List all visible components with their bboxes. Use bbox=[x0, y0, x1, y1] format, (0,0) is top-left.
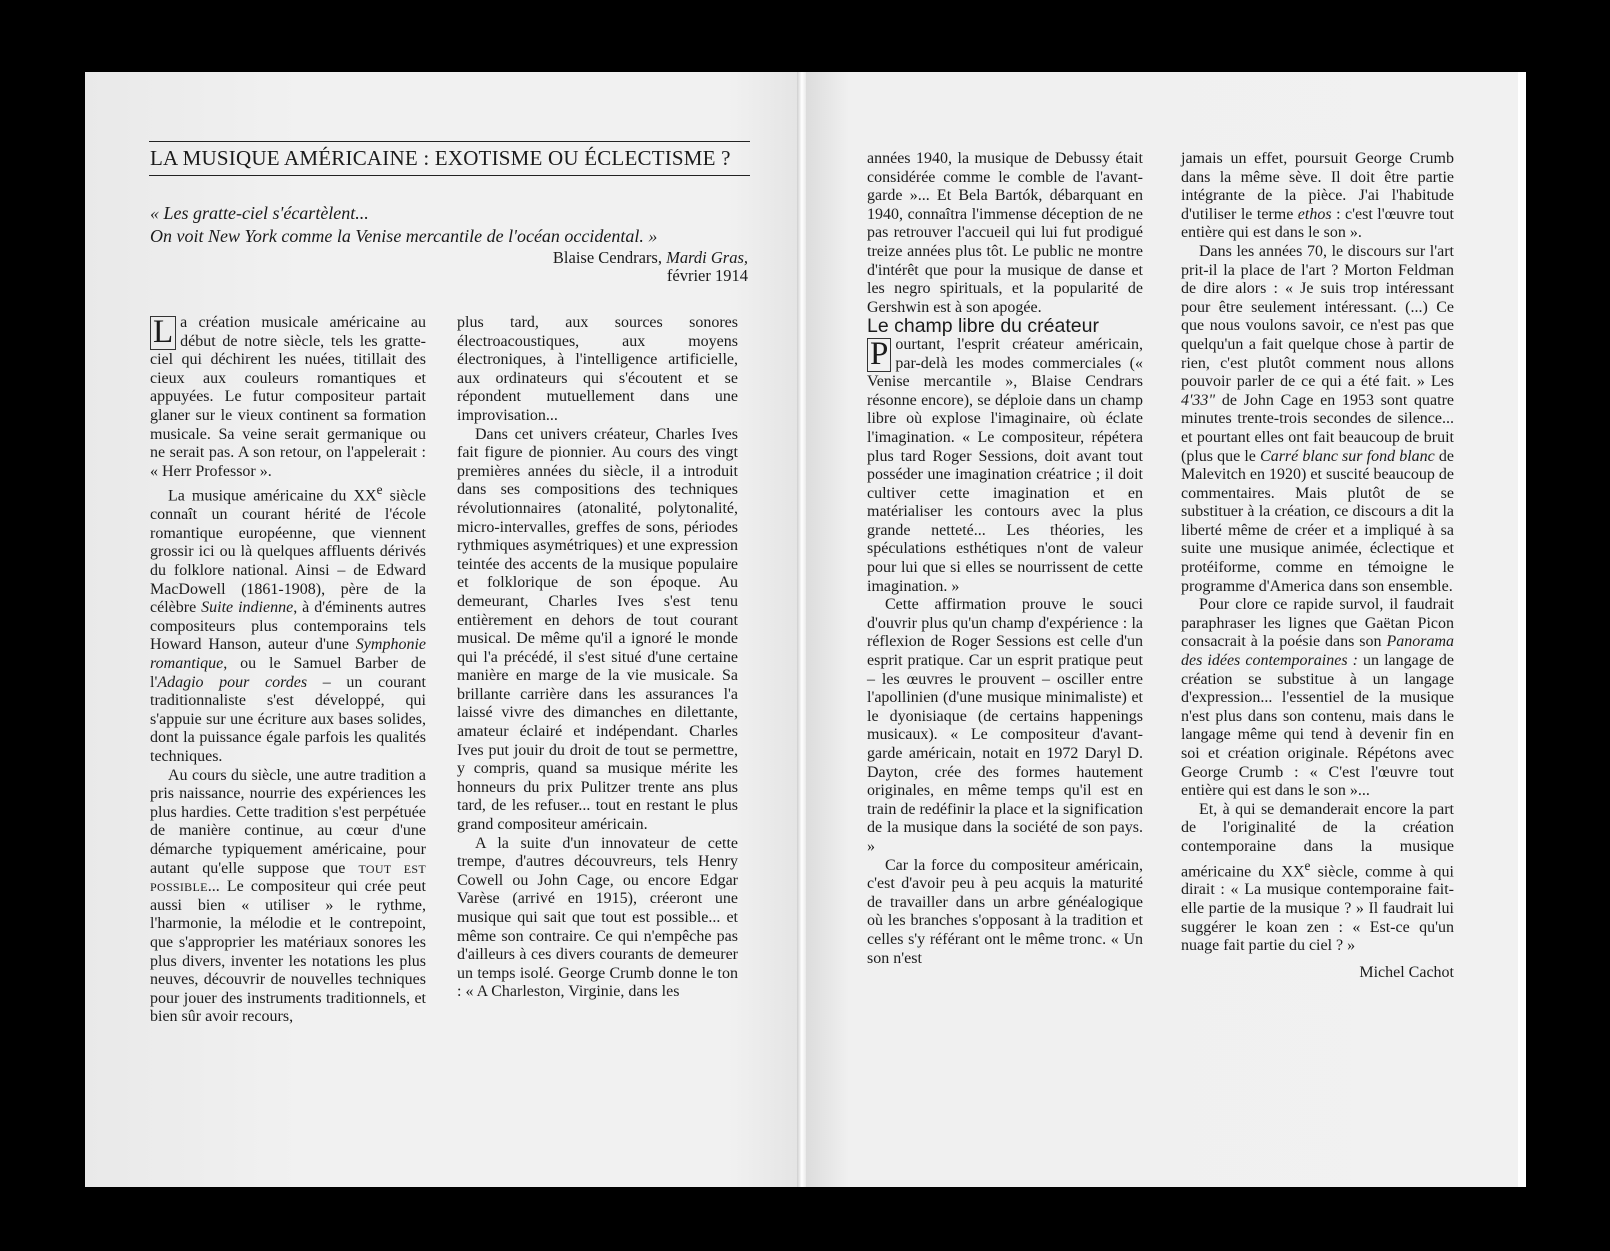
column-1 bbox=[150, 314, 426, 1027]
superscript: e bbox=[1304, 857, 1311, 873]
epigraph-line-2: On voit New York comme la Venise mercantile de l'océan occidental. » bbox=[150, 226, 658, 246]
epigraph-line-1: « Les gratte-ciel s'écartèlent... bbox=[150, 203, 369, 223]
paragraph-text: siècle connaît un courant hérité de l'école romantique européenne, que viennent grossir ici ou là quelques affluents dérivés du folklore national. Ainsi – de Edward MacDowell (1861-1908), père de la célèbre bbox=[150, 487, 427, 617]
paragraph-text: de John Cage en 1953 sont quatre minutes trente-trois secondes de silence... et pourtant elles ont fait beaucoup de bruit (plus que le bbox=[1181, 391, 1454, 465]
column-4 bbox=[1181, 150, 1454, 982]
paragraph bbox=[1181, 150, 1454, 243]
paragraph: plus tard, aux sources sonores électroacoustiques, aux moyens électroniques, à l'intelligence artificielle, aux ordinateurs qui s'écoutent et se répondent mutuellement dans une improvisation... bbox=[457, 314, 738, 424]
paragraph-text: de Malevitch en 1920) et suscité beaucoup de commentaires. Mais plutôt de se substituer à la création, ce discours a dit la liberté même de créer et a impliqué à sa suite une musique animée, éclectique et protéiforme, comme en témoigne le programme d'America dans son ensemble. bbox=[1181, 447, 1454, 595]
paragraph-text: un langage de création se substitue à un langage d'expression... l'essentiel de la musique n'est plus dans son contenu, mais dans le langage même qui tend à devenir fin en soi et création originale. Répétons avec George Crumb : « C'est l'œuvre tout entière qui est dans le son »... bbox=[1181, 652, 1454, 800]
small-caps-text: TOUT EST POSSIBLE bbox=[150, 861, 427, 895]
superscript: e bbox=[376, 482, 383, 498]
paragraph-text: jamais un effet, poursuit George Crumb dans la même sève. Il doit être partie intégrante de la pièce. J'ai l'habitude d'utiliser le terme bbox=[1181, 150, 1454, 223]
column-3 bbox=[867, 150, 1143, 968]
title-rule-bottom bbox=[149, 175, 750, 176]
paragraph-text: La musique américaine du XX bbox=[168, 487, 377, 505]
left-page bbox=[85, 72, 800, 1187]
paragraph-text: Au cours du siècle, une autre tradition a pris naissance, nourrie des expériences les plus hardies. Cette tradition s'est perpétuée de manière continue, au cœur d'une démarche typiquement américaine, pour autant qu'elle suppose que bbox=[150, 766, 426, 877]
column-2 bbox=[457, 314, 738, 1002]
paragraph bbox=[867, 336, 1143, 596]
paragraph bbox=[1181, 243, 1454, 596]
work-title: Panorama des idées contemporaines : bbox=[1181, 633, 1454, 670]
paragraph-text: Pour clore ce rapide survol, il faudrait paraphraser les lignes que Gaëtan Picon consacrait à la poésie dans son bbox=[1181, 596, 1454, 651]
drop-cap: P bbox=[867, 338, 891, 372]
paragraph bbox=[150, 481, 426, 766]
epigraph-source bbox=[553, 248, 748, 268]
paragraph-text: siècle, comme à qui dirait : « La musique contemporaine fait-elle partie de la musique ? » Il faudrait lui suggérer le koan zen : « Est-ce qu'un nuage fait partie du ciel ? » bbox=[1181, 862, 1455, 955]
paragraph-text: , à d'éminents autres compositeurs plus contemporains tels Howard Hanson, auteur d'une bbox=[150, 599, 426, 654]
article-title: LA MUSIQUE AMÉRICAINE : EXOTISME OU ÉCLECTISME ? bbox=[150, 146, 731, 170]
drop-cap: L bbox=[150, 316, 176, 350]
paragraph: A la suite d'un innovateur de cette trempe, d'autres découvreurs, tels Henry Cowell ou John Cage, ou encore Edgar Varèse (arrivé en 1915), créeront une musique qui sait que tout est possible... et même son contraire. Ce qui n'empêche pas d'ailleurs à ces divers courants de demeurer un temps isolé. George Crumb donne le ton : « A Charleston, Virginie, dans les bbox=[457, 834, 738, 1001]
author-signature: Michel Cachot bbox=[1359, 963, 1454, 981]
section-heading: Le champ libre du créateur bbox=[867, 315, 1099, 338]
paragraph: Dans cet univers créateur, Charles Ives fait figure de pionnier. Au cours des vingt premières années du siècle, il a introduit dans ses compositions des techniques révolutionnaires (atonalité, polytonalité, micro-intervalles, greffes de sons, périodes rythmiques asymétriques) et une expression teintée des accents de la musique populaire et folklorique de son époque. Au demeurant, Charles Ives s'est tenu entièrement en dehors de tout courant musical. De même qu'il a ignoré le monde qui l'a précédé, il s'est situé d'une certaine manière en marge de la vie musicale. Sa brillante carrière dans les assurances l'a laissé vivre des dimanches en dilettante, amateur éclairé et indépendant. Charles Ives put jouir du droit de tout se permettre, y compris, quand sa musique mérite les honneurs du prix Pulitzer trente ans plus tard, de les refuser... tout en restant le plus grand compositeur américain. bbox=[457, 425, 738, 834]
paragraph-text: , ou le Samuel Barber de l' bbox=[150, 655, 426, 691]
work-title: Carré blanc sur fond blanc bbox=[1260, 447, 1435, 465]
paragraph bbox=[1181, 801, 1454, 956]
paragraph-text: ourtant, l'esprit créateur américain, par-delà les modes commerciales (« Venise mercantile », Blaise Cendrars résonne encore), se déploie dans un champ libre où explose l'imaginaire, où éclate l'imagination. « Le compositeur, répétera plus tard Roger Sessions, doit avant tout posséder une imagination créatrice ; il doit cultiver cette imagination et en matérialiser les contours avec la plus grande netteté... Les théories, les spéculations esthétiques n'ont de valeur pour lui que si elles se nourrissent de cette imagination. » bbox=[867, 335, 1143, 595]
paragraph: Cette affirmation prouve le souci d'ouvrir plus qu'un champ d'expérience : la réflexion de Roger Sessions est celle d'un esprit pratique. Car un esprit pratique peut – les œuvres le prouvent – osciller entre l'apollinien (d'une musique minimaliste) et le dyonisiaque (de certains happenings musicaux). « Le compositeur d'avant-garde américain, notait en 1972 Daryl D. Dayton, crée des formes hautement originales, en même temps qu'il est en train de redéfinir la place et la signification de la musique dans la société de son pays. » bbox=[867, 596, 1143, 855]
paragraph-text: Dans les années 70, le discours sur l'art prit-il la place de l'art ? Morton Feldman de dire alors : « Je suis trop intéressant pour être seulement intéressant. (...) Ce que nous voulons savoir, ce n'est pas que quelqu'un a fait quelque chose à partir de rien, c'est plutôt comment nous allons pouvoir parler de ce qui a été fait. » Les bbox=[1181, 242, 1454, 391]
paragraph: années 1940, la musique de Debussy était considérée comme le comble de l'avant-garde »... Et Bela Bartók, débarquant en 1940, connaîtra l'immense déception de ne pas retrouver l'accueil qui lui fut prodigué treize années plus tôt. Le public ne montre d'intérêt que pour la musique de danse et les negro spirituals, et la popularité de Gershwin est à son apogée. bbox=[867, 150, 1143, 316]
paragraph-text: a création musicale américaine au début de notre siècle, tels les gratte-ciel qui déchirent les nuées, titillait des cieux aux couleurs romantiques et appuyées. Le futur compositeur partait glaner sur le vieux continent sa formation musicale. Sa veine serait germanique ou ne serait pas. A son retour, on l'appelerait : « Herr Professor ». bbox=[150, 314, 426, 480]
epigraph-work: Mardi Gras, bbox=[666, 248, 748, 267]
paragraph: Car la force du compositeur américain, c'est d'avoir peu à peu acquis la maturité de travailler dans un arbre généalogique où les branches s'opposant à la tradition et celles s'y référant ont le même tronc. « Un son n'est bbox=[867, 856, 1143, 967]
paragraph-text: ... Le compositeur qui crée peut aussi bien « utiliser » le rythme, l'harmonie, la mélodie et le contrepoint, que s'approprier les matériaux sonores les plus divers, inventer les notations les plus neuves, découvrir de nouvelles techniques pour jouer des instruments traditionnels, et bien sûr avoir recours, bbox=[150, 878, 426, 1026]
work-title: Symphonie romantique bbox=[150, 636, 426, 673]
paragraph bbox=[1181, 596, 1454, 801]
paragraph bbox=[150, 767, 426, 1027]
right-page bbox=[806, 72, 1526, 1187]
paragraph-text: : c'est l'œuvre tout entière qui est dans le son ». bbox=[1181, 205, 1454, 242]
paragraph bbox=[150, 314, 426, 481]
emphasis: ethos bbox=[1297, 205, 1332, 223]
title-rule-top bbox=[149, 141, 750, 142]
paragraph-text: Et, à qui se demanderait encore la part de l'originalité de la création contemporaine dans la musique américaine du XX bbox=[1181, 800, 1454, 880]
epigraph-date: février 1914 bbox=[666, 266, 748, 285]
epigraph-author: Blaise Cendrars, bbox=[552, 248, 667, 267]
work-title: 4'33" bbox=[1181, 391, 1216, 409]
paragraph-text: – un courant traditionnaliste s'est développé, qui s'appuie sur une écriture aux bases solides, dont la puissance égale parfois les qualités techniques. bbox=[150, 673, 426, 765]
work-title: Adagio pour cordes bbox=[157, 673, 308, 691]
work-title: Suite indienne bbox=[201, 599, 294, 617]
